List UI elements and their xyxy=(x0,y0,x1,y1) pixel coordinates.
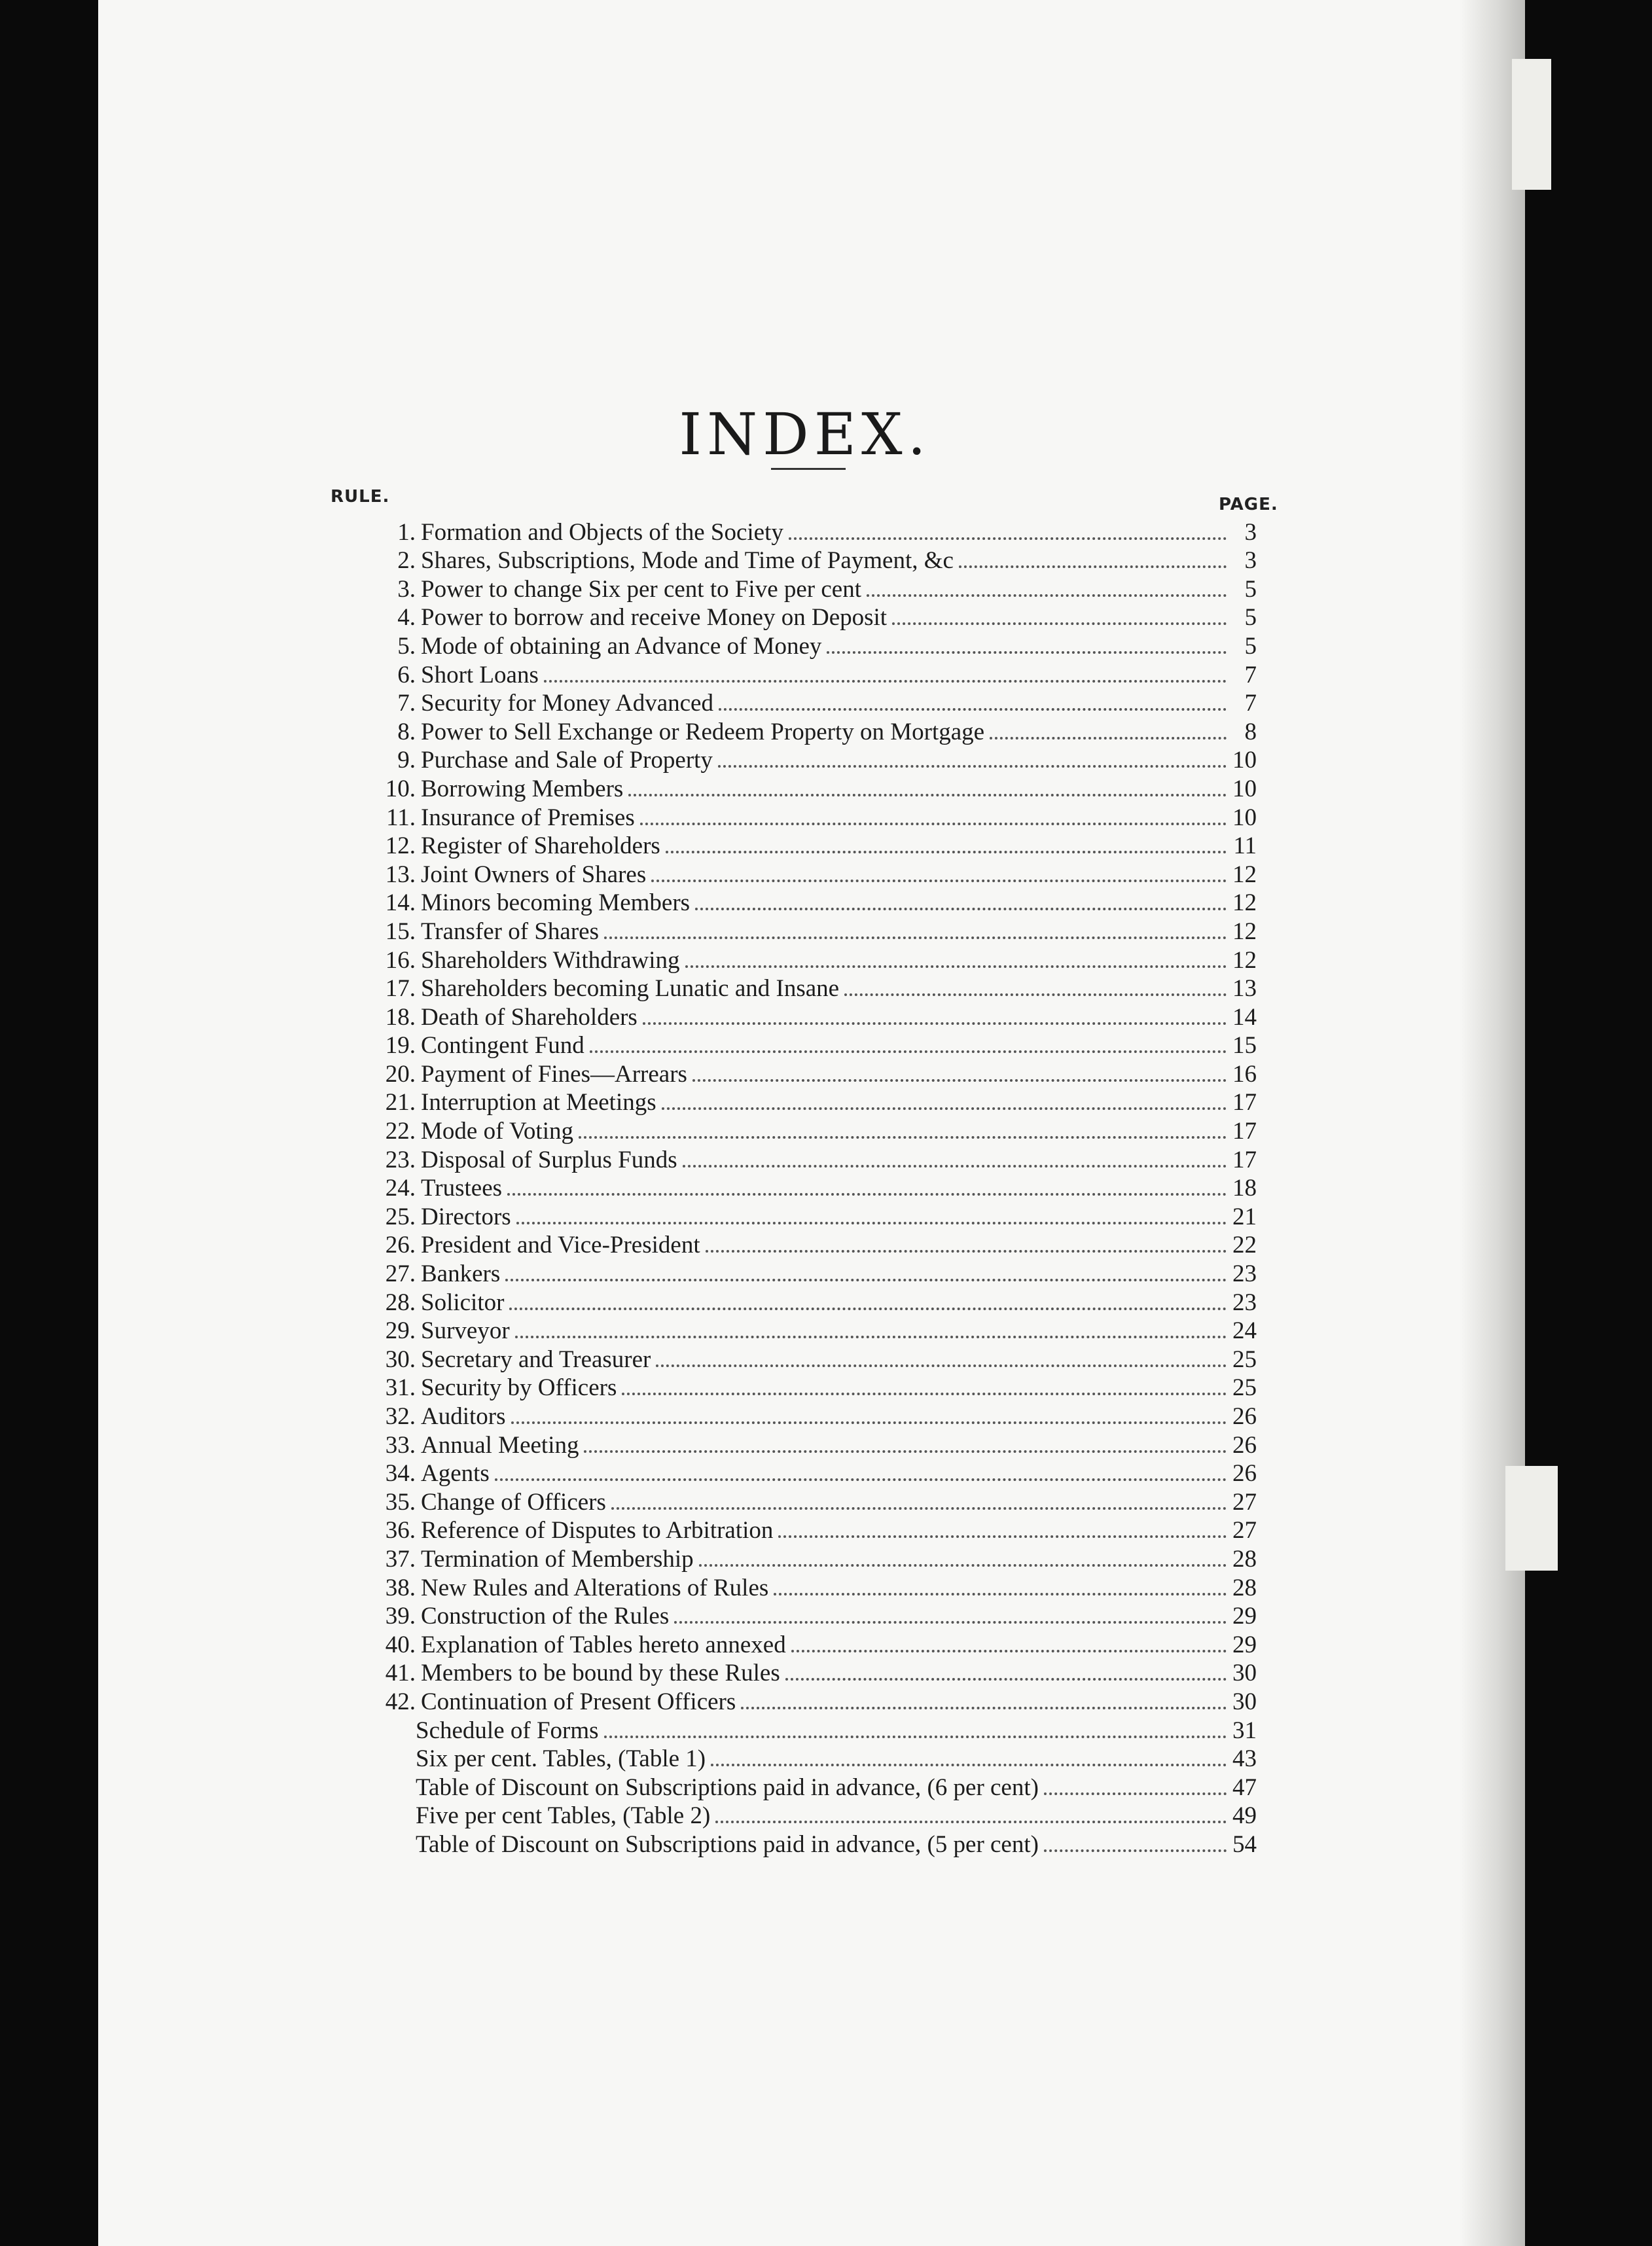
page-number: 17 xyxy=(1232,1146,1257,1173)
index-entry xyxy=(327,573,1257,601)
entry-title: Agents xyxy=(421,1460,490,1488)
page-edge-shadow xyxy=(1460,0,1525,2246)
page-number: 7 xyxy=(1244,661,1257,688)
index-entry xyxy=(327,801,1257,830)
page-number: 5 xyxy=(1244,604,1257,632)
index-entry xyxy=(327,1086,1257,1115)
index-entry xyxy=(327,1029,1257,1058)
index-entry xyxy=(327,630,1257,658)
rule-number: 11. xyxy=(386,804,416,831)
entry-title: Members to be bound by these Rules xyxy=(421,1660,780,1687)
page-number: 26 xyxy=(1232,1431,1257,1459)
index-entry xyxy=(327,1200,1257,1229)
page-number: 54 xyxy=(1232,1830,1257,1858)
entry-title: Termination of Membership xyxy=(421,1545,694,1573)
rule-number: 39. xyxy=(385,1603,416,1630)
index-entry xyxy=(327,1628,1257,1657)
page-number: 28 xyxy=(1232,1574,1257,1601)
page-number: 24 xyxy=(1232,1317,1257,1345)
rule-number: 16. xyxy=(385,946,416,974)
page-number: 12 xyxy=(1232,946,1257,974)
page-number: 22 xyxy=(1232,1232,1257,1259)
page-number: 26 xyxy=(1232,1460,1257,1488)
page-number: 28 xyxy=(1232,1545,1257,1573)
dot-leader xyxy=(892,622,1227,625)
index-entry xyxy=(327,1828,1257,1857)
entry-title: Contingent Fund xyxy=(421,1032,584,1060)
index-entry xyxy=(327,772,1257,801)
index-entry xyxy=(327,944,1257,972)
dot-leader xyxy=(584,1450,1227,1453)
index-entry xyxy=(327,1600,1257,1629)
page-number: 30 xyxy=(1232,1688,1257,1715)
torn-edge-fragment xyxy=(1512,59,1551,190)
entry-title: Transfer of Shares xyxy=(421,918,599,945)
entry-title: Table of Discount on Subscriptions paid in advance, (6 per cent) xyxy=(416,1774,1039,1801)
index-entry xyxy=(327,1172,1257,1201)
index-entry xyxy=(327,915,1257,944)
rule-number: 13. xyxy=(385,861,416,888)
index-entry xyxy=(327,1429,1257,1457)
entry-title: New Rules and Alterations of Rules xyxy=(421,1574,769,1601)
page-number: 3 xyxy=(1244,518,1257,546)
index-entry xyxy=(327,1714,1257,1743)
entry-title: Formation and Objects of the Society xyxy=(421,518,783,546)
index-entry xyxy=(327,1114,1257,1143)
entry-title: Register of Shareholders xyxy=(421,832,660,860)
dot-leader xyxy=(544,680,1227,683)
rule-number: 18. xyxy=(385,1003,416,1031)
dot-leader xyxy=(662,1107,1227,1110)
rule-number: 42. xyxy=(385,1688,416,1715)
rule-number: 28. xyxy=(385,1289,416,1316)
page-number: 15 xyxy=(1232,1032,1257,1060)
dot-leader xyxy=(651,880,1227,882)
dot-leader xyxy=(509,1308,1227,1310)
entry-title: Six per cent. Tables, (Table 1) xyxy=(416,1745,706,1773)
page-number: 27 xyxy=(1232,1488,1257,1516)
dot-leader xyxy=(505,1279,1227,1281)
dot-leader xyxy=(774,1593,1227,1595)
entry-title: Short Loans xyxy=(421,661,539,688)
dot-leader xyxy=(683,1165,1227,1168)
dot-leader xyxy=(643,1022,1227,1025)
index-entry xyxy=(327,858,1257,887)
rule-number: 34. xyxy=(385,1460,416,1488)
rule-number: 17. xyxy=(385,975,416,1003)
index-entry xyxy=(327,1542,1257,1571)
entry-title: Change of Officers xyxy=(421,1488,606,1516)
page-number: 13 xyxy=(1232,975,1257,1003)
rule-number: 25. xyxy=(385,1203,416,1230)
dot-leader xyxy=(640,823,1227,825)
dot-leader xyxy=(789,537,1227,540)
page-number: 8 xyxy=(1244,718,1257,745)
dot-leader xyxy=(666,851,1227,853)
index-list xyxy=(327,516,1257,1857)
rule-number: 30. xyxy=(385,1346,416,1373)
dot-leader xyxy=(622,1393,1227,1395)
index-entry xyxy=(327,516,1257,544)
rule-column-header: RULE. xyxy=(331,487,390,507)
entry-title: Security for Money Advanced xyxy=(421,690,713,717)
page-title: INDEX. xyxy=(679,401,931,468)
page-number: 10 xyxy=(1232,775,1257,802)
entry-title: Shareholders becoming Lunatic and Insane xyxy=(421,975,840,1003)
entry-title: Trustees xyxy=(421,1175,503,1202)
dot-leader xyxy=(674,1621,1227,1624)
page-number: 17 xyxy=(1232,1089,1257,1116)
page-number: 3 xyxy=(1244,547,1257,575)
index-entry xyxy=(327,1257,1257,1286)
index-entry xyxy=(327,1058,1257,1086)
rule-number: 38. xyxy=(385,1574,416,1601)
dot-leader xyxy=(604,1736,1227,1738)
entry-title: Purchase and Sale of Property xyxy=(421,747,713,774)
index-entry xyxy=(327,1001,1257,1029)
title-underline xyxy=(771,468,846,470)
entry-title: Shares, Subscriptions, Mode and Time of Payment, &c xyxy=(421,547,954,575)
index-entry xyxy=(327,1286,1257,1315)
entry-title: Surveyor xyxy=(421,1317,510,1345)
rule-number: 8. xyxy=(397,718,416,745)
dot-leader xyxy=(1044,1792,1227,1795)
dot-leader xyxy=(692,1079,1227,1082)
index-entry xyxy=(327,1143,1257,1172)
page-number: 26 xyxy=(1232,1403,1257,1430)
rule-number: 1. xyxy=(397,518,416,546)
entry-title: Construction of the Rules xyxy=(421,1603,670,1630)
page-number: 25 xyxy=(1232,1374,1257,1402)
dot-leader xyxy=(959,565,1227,568)
index-entry xyxy=(327,1657,1257,1686)
dot-leader xyxy=(695,908,1227,910)
dot-leader xyxy=(515,1336,1227,1338)
dot-leader xyxy=(495,1478,1227,1481)
index-entry xyxy=(327,887,1257,916)
entry-title: Insurance of Premises xyxy=(421,804,635,831)
torn-edge-fragment xyxy=(1505,1466,1558,1571)
rule-number: 20. xyxy=(385,1060,416,1088)
dot-leader xyxy=(867,594,1227,597)
rule-number: 4. xyxy=(397,604,416,632)
rule-number: 3. xyxy=(397,575,416,603)
index-entry xyxy=(327,1514,1257,1543)
dot-leader xyxy=(791,1650,1227,1652)
index-entry xyxy=(327,1743,1257,1772)
page-number: 12 xyxy=(1232,861,1257,888)
index-entry xyxy=(327,1771,1257,1800)
rule-number: 19. xyxy=(385,1032,416,1060)
index-entry xyxy=(327,1400,1257,1429)
entry-title: Five per cent Tables, (Table 2) xyxy=(416,1802,711,1830)
dot-leader xyxy=(628,794,1227,796)
entry-title: Death of Shareholders xyxy=(421,1003,637,1031)
page-number: 25 xyxy=(1232,1346,1257,1373)
page-number: 7 xyxy=(1244,690,1257,717)
page-number: 10 xyxy=(1232,804,1257,831)
page-number: 10 xyxy=(1232,747,1257,774)
entry-title: Secretary and Treasurer xyxy=(421,1346,651,1373)
rule-number: 36. xyxy=(385,1517,416,1544)
page-number: 43 xyxy=(1232,1745,1257,1773)
entry-title: Bankers xyxy=(421,1260,501,1288)
dot-leader xyxy=(590,1050,1227,1053)
entry-title: Reference of Disputes to Arbitration xyxy=(421,1517,774,1544)
rule-number: 22. xyxy=(385,1118,416,1145)
page-number: 18 xyxy=(1232,1175,1257,1202)
page-number: 11 xyxy=(1233,832,1257,860)
index-entry xyxy=(327,1315,1257,1344)
entry-title: Annual Meeting xyxy=(421,1431,579,1459)
rule-number: 40. xyxy=(385,1631,416,1658)
index-entry xyxy=(327,972,1257,1001)
rule-number: 10. xyxy=(385,775,416,802)
rule-number: 32. xyxy=(385,1403,416,1430)
page-number: 23 xyxy=(1232,1289,1257,1316)
page-number: 12 xyxy=(1232,918,1257,945)
entry-title: Borrowing Members xyxy=(421,775,624,802)
dot-leader xyxy=(579,1136,1227,1139)
index-entry xyxy=(327,744,1257,773)
index-entry xyxy=(327,1685,1257,1714)
dot-leader xyxy=(507,1193,1227,1196)
dot-leader xyxy=(715,1821,1227,1823)
entry-title: Solicitor xyxy=(421,1289,505,1316)
rule-number: 26. xyxy=(385,1232,416,1259)
entry-title: Interruption at Meetings xyxy=(421,1089,656,1116)
index-entry xyxy=(327,1229,1257,1258)
dot-leader xyxy=(741,1707,1227,1709)
entry-title: Disposal of Surplus Funds xyxy=(421,1146,677,1173)
entry-title: Table of Discount on Subscriptions paid in advance, (5 per cent) xyxy=(416,1830,1039,1858)
dot-leader xyxy=(685,965,1227,968)
index-entry xyxy=(327,1800,1257,1828)
dot-leader xyxy=(656,1364,1227,1367)
index-entry xyxy=(327,1343,1257,1372)
page-number: 12 xyxy=(1232,889,1257,917)
index-entry xyxy=(327,687,1257,716)
rule-number: 31. xyxy=(385,1374,416,1402)
rule-number: 41. xyxy=(385,1660,416,1687)
rule-number: 27. xyxy=(385,1260,416,1288)
dot-leader xyxy=(706,1250,1227,1253)
entry-title: President and Vice-President xyxy=(421,1232,700,1259)
dot-leader xyxy=(711,1764,1227,1766)
page-column-header: PAGE. xyxy=(1219,495,1278,514)
page-number: 16 xyxy=(1232,1060,1257,1088)
dot-leader xyxy=(785,1678,1227,1681)
dot-leader xyxy=(604,936,1227,939)
page-number: 5 xyxy=(1244,632,1257,660)
rule-number: 35. xyxy=(385,1488,416,1516)
rule-number: 29. xyxy=(385,1317,416,1345)
dot-leader xyxy=(516,1222,1227,1224)
entry-title: Shareholders Withdrawing xyxy=(421,946,680,974)
index-entry xyxy=(327,658,1257,687)
dot-leader xyxy=(511,1421,1227,1424)
rule-number: 14. xyxy=(385,889,416,917)
index-entry xyxy=(327,830,1257,859)
page-number: 29 xyxy=(1232,1603,1257,1630)
entry-title: Directors xyxy=(421,1203,511,1230)
rule-number: 2. xyxy=(397,547,416,575)
page-number: 14 xyxy=(1232,1003,1257,1031)
index-entry xyxy=(327,1372,1257,1400)
rule-number: 12. xyxy=(385,832,416,860)
index-entry xyxy=(327,1571,1257,1600)
page-number: 49 xyxy=(1232,1802,1257,1830)
dot-leader xyxy=(990,737,1227,740)
rule-number: 37. xyxy=(385,1545,416,1573)
rule-number: 9. xyxy=(397,747,416,774)
entry-title: Mode of obtaining an Advance of Money xyxy=(421,632,822,660)
entry-title: Continuation of Present Officers xyxy=(421,1688,736,1715)
rule-number: 24. xyxy=(385,1175,416,1202)
entry-title: Power to borrow and receive Money on Deposit xyxy=(421,604,888,632)
entry-title: Power to Sell Exchange or Redeem Property on Mortgage xyxy=(421,718,985,745)
dot-leader xyxy=(611,1507,1227,1510)
dot-leader xyxy=(718,765,1227,768)
dot-leader xyxy=(719,708,1227,711)
page-number: 27 xyxy=(1232,1517,1257,1544)
rule-number: 5. xyxy=(397,632,416,660)
page-number: 21 xyxy=(1232,1203,1257,1230)
page-number: 31 xyxy=(1232,1717,1257,1744)
rule-number: 23. xyxy=(385,1146,416,1173)
entry-title: Payment of Fines—Arrears xyxy=(421,1060,687,1088)
index-entry xyxy=(327,715,1257,744)
entry-title: Explanation of Tables hereto annexed xyxy=(421,1631,786,1658)
page-number: 30 xyxy=(1232,1660,1257,1687)
page-number: 23 xyxy=(1232,1260,1257,1288)
dot-leader xyxy=(827,651,1227,654)
index-entry xyxy=(327,544,1257,573)
rule-number: 33. xyxy=(385,1431,416,1459)
rule-number: 6. xyxy=(397,661,416,688)
dot-leader xyxy=(778,1535,1227,1538)
index-entry xyxy=(327,1457,1257,1486)
rule-number: 21. xyxy=(385,1089,416,1116)
dot-leader xyxy=(1044,1849,1227,1852)
rule-number: 15. xyxy=(385,918,416,945)
page-number: 5 xyxy=(1244,575,1257,603)
rule-number: 7. xyxy=(397,690,416,717)
entry-title: Minors becoming Members xyxy=(421,889,691,917)
index-entry xyxy=(327,601,1257,630)
entry-title: Power to change Six per cent to Five per cent xyxy=(421,575,861,603)
entry-title: Security by Officers xyxy=(421,1374,617,1402)
page-number: 47 xyxy=(1232,1774,1257,1801)
entry-title: Schedule of Forms xyxy=(416,1717,599,1744)
page-number: 17 xyxy=(1232,1118,1257,1145)
page-number: 29 xyxy=(1232,1631,1257,1658)
dot-leader xyxy=(844,993,1227,996)
entry-title: Joint Owners of Shares xyxy=(421,861,647,888)
dot-leader xyxy=(699,1564,1227,1567)
entry-title: Auditors xyxy=(421,1403,506,1430)
index-entry xyxy=(327,1486,1257,1514)
entry-title: Mode of Voting xyxy=(421,1118,573,1145)
